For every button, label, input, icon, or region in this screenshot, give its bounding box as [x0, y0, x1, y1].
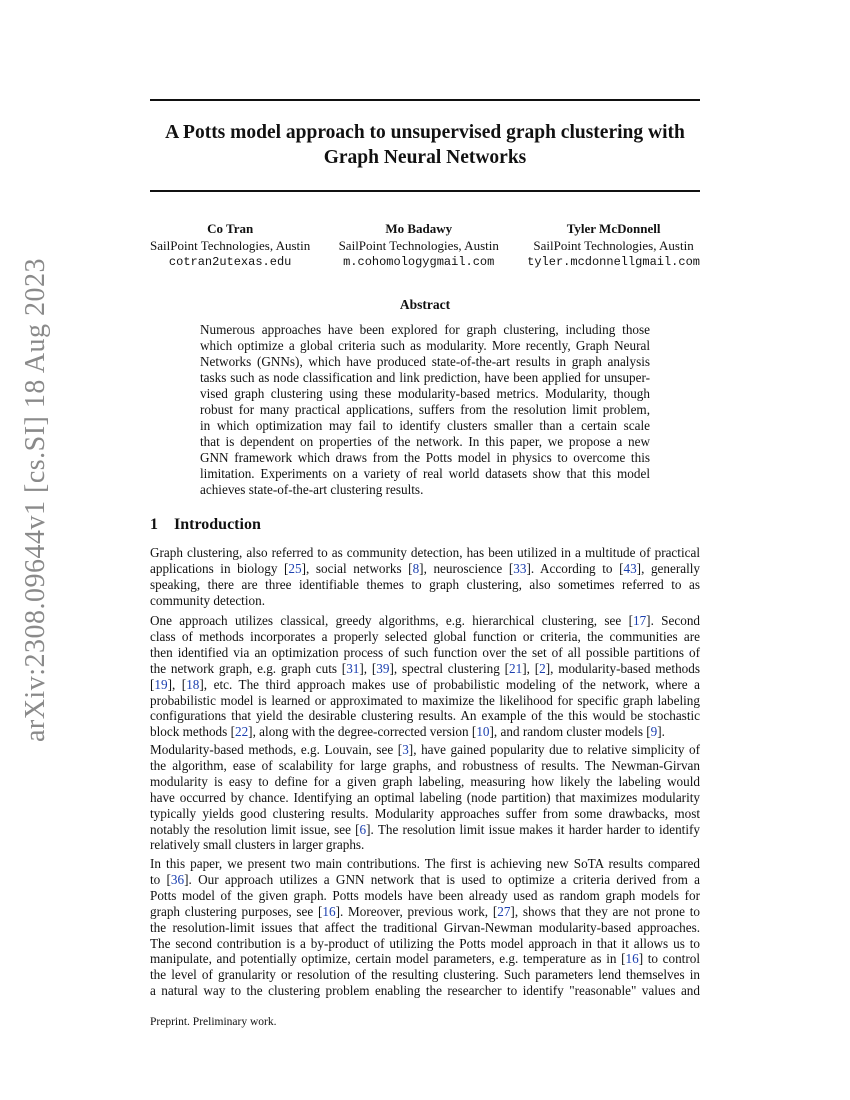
- citation-link[interactable]: 39: [376, 660, 390, 676]
- text-line: [19], [18], etc. The third approach makes use of probabilistic modeling of the network, where a: [150, 676, 700, 692]
- citation-link[interactable]: 43: [623, 560, 637, 576]
- text-line: community detection.: [150, 592, 265, 608]
- abstract-line: GNN framework which draws from the Potts model in physics to overcome this: [200, 450, 650, 465]
- author-email: tyler.mcdonnellgmail.com: [527, 255, 700, 269]
- citation-link[interactable]: 21: [509, 660, 523, 676]
- author-email: m.cohomologygmail.com: [343, 255, 495, 269]
- author-affiliation: SailPoint Technologies, Austin: [150, 238, 311, 253]
- author-name: Tyler McDonnell: [566, 221, 661, 236]
- abstract-line: in which optimization may fail to identify clusters smaller than a certain scale: [200, 418, 650, 433]
- citation-link[interactable]: 6: [359, 821, 367, 837]
- abstract-line: robust for many practical applications, suffers from the resolution limit problem,: [200, 402, 650, 417]
- citation-link[interactable]: 33: [513, 560, 527, 576]
- text-line: relatively small clusters in larger graphs.: [150, 837, 365, 853]
- text-line: Modularity-based methods, e.g. Louvain, see [3], have gained popularity due to relative simplicity of: [150, 742, 700, 757]
- citation-link[interactable]: 36: [170, 871, 185, 887]
- abstract-line: Networks (GNNs), which have produced state-of-the-art results in graph analysis: [200, 354, 650, 369]
- text-line: One approach utilizes classical, greedy algorithms, e.g. hierarchical clustering, see [17]. Second: [150, 613, 701, 628]
- arxiv-sidebar: [6, 257, 66, 743]
- citation-link[interactable]: 9: [650, 724, 658, 740]
- citation-link[interactable]: 27: [497, 903, 511, 919]
- title-top-rule: [150, 99, 700, 101]
- text-line: manipulate, and potentially optimize, certain model parameters, e.g. temperature as in [16] to control: [150, 951, 700, 967]
- text-line: In this paper, we present two main contributions. The first is achieving new SoTA results compared: [150, 856, 700, 871]
- author-email: cotran2utexas.edu: [168, 255, 292, 269]
- paragraph: [150, 742, 700, 853]
- text-line: graph clustering purposes, see [16]. Moreover, previous work, [27], shows that they are not prone to: [150, 903, 700, 919]
- citation-link[interactable]: 18: [186, 676, 200, 692]
- citation-link[interactable]: 25: [288, 560, 302, 576]
- citation-link[interactable]: 16: [625, 951, 639, 967]
- text-line: the algorithm, ease of scalability for large graphs, and robustness of results. The Newman-Girvan: [150, 757, 700, 773]
- section-heading-introduction: [150, 516, 261, 534]
- author-list: [150, 220, 700, 271]
- citation-link[interactable]: 19: [154, 676, 168, 692]
- paper-title: [150, 120, 700, 170]
- section-title-text: Introduction: [174, 516, 261, 533]
- text-line: speaking, there are three identifiable themes to graph clustering, also sometimes referred to as: [150, 576, 700, 592]
- citation-link[interactable]: 31: [346, 660, 360, 676]
- text-line: The second contribution is a by-product of utilizing the Potts model approach in that it allows us to: [150, 935, 700, 951]
- citation-link[interactable]: 10: [476, 724, 490, 740]
- author-block: [527, 220, 700, 271]
- citation-link[interactable]: 17: [632, 613, 647, 628]
- text-line: configurations that yield the desirable clustering results. An example of the this would be stochastic: [150, 708, 700, 724]
- text-line: Potts model of the given graph. Potts models have been already used as random graph models for: [150, 887, 700, 903]
- abstract-line: vised graph clustering using these modularity-based metrics. Modularity, though: [200, 386, 650, 401]
- text-line: modularity is easy to define for a given graph labeling, measuring how likely the labeling would: [150, 773, 700, 789]
- arxiv-identifier: arXiv:2308.09644v1 [cs.SI] 18 Aug 2023: [20, 257, 52, 743]
- text-line: the network graph, e.g. graph cuts [31], [39], spectral clustering [21], [2], modularity-based methods: [150, 660, 700, 676]
- author-affiliation: SailPoint Technologies, Austin: [338, 238, 499, 253]
- author-affiliation: SailPoint Technologies, Austin: [533, 238, 694, 253]
- paragraph: [150, 545, 700, 609]
- paragraph: [150, 613, 700, 740]
- title-bottom-rule: [150, 190, 700, 192]
- citation-link[interactable]: 8: [412, 560, 420, 576]
- text-line: notably the resolution limit issue, see [6]. The resolution limit issue makes it harder harder to identify: [150, 821, 700, 837]
- title-line-1: A Potts model approach to unsupervised graph clustering with: [165, 122, 685, 143]
- text-line: Graph clustering, also referred to as community detection, has been utilized in a multitude of practical: [150, 545, 700, 560]
- abstract-body: [200, 322, 650, 498]
- abstract-line: Numerous approaches have been explored for graph clustering, including those: [200, 322, 650, 337]
- citation-link[interactable]: 16: [322, 903, 336, 919]
- author-name: Co Tran: [207, 221, 254, 236]
- text-line: applications in biology [25], social networks [8], neuroscience [33]. According to [43], generally: [150, 560, 701, 576]
- citation-link[interactable]: 2: [539, 660, 546, 676]
- preprint-note: Preprint. Preliminary work.: [150, 1016, 277, 1028]
- paragraph: [150, 856, 700, 999]
- author-name: Mo Badawy: [385, 221, 453, 236]
- text-line: have occurred by chance. Identifying an optimal labeling (node partition) that maximizes modularity: [150, 789, 700, 805]
- abstract-line: that is dependent on properties of the network. In this paper, we propose a new: [200, 434, 650, 449]
- citation-link[interactable]: 22: [234, 724, 249, 740]
- section-number: 1: [150, 516, 158, 533]
- text-line: a natural way to the clustering problem enabling the researcher to identify "reasonable" values and: [150, 983, 700, 999]
- text-line: then identified via an optimization process of such function over the set of all possible partitions of: [150, 644, 700, 660]
- title-line-2: Graph Neural Networks: [323, 147, 527, 168]
- text-line: typically yields good clustering results. Modularity approaches suffer from some drawbacks, most: [150, 805, 700, 821]
- text-line: the level of granularity or resolution of the resulting clustering. Such parameters lend themselves in: [150, 967, 700, 983]
- text-line: class of methods incorporates a properly selected global function or criteria, the communities are: [150, 628, 700, 644]
- author-block: [339, 220, 499, 271]
- abstract-line: tasks such as node classification and link prediction, have been applied for unsuper-: [200, 370, 650, 385]
- abstract-heading: Abstract: [399, 297, 451, 312]
- text-line: probabilistic model is learned or approximated to maximize the likelihood for specific graph labeling: [150, 692, 700, 708]
- abstract-line: limitation. Experiments on a variety of real world datasets show that this model: [200, 466, 650, 481]
- abstract-line: which optimize a global criteria such as modularity. More recently, Graph Neural: [200, 338, 650, 353]
- text-line: block methods [22], along with the degree-corrected version [10], and random cluster models [9].: [150, 724, 665, 740]
- abstract-line: achieves state-of-the-art clustering results.: [200, 482, 424, 497]
- text-line: the resolution-limit issues that affect the traditional Girvan-Newman modularity-based approaches.: [150, 919, 700, 935]
- text-line: to [36]. Our approach utilizes a GNN network that is used to optimize a criteria derived from a: [150, 871, 700, 887]
- citation-link[interactable]: 3: [402, 742, 409, 757]
- author-block: [150, 220, 310, 271]
